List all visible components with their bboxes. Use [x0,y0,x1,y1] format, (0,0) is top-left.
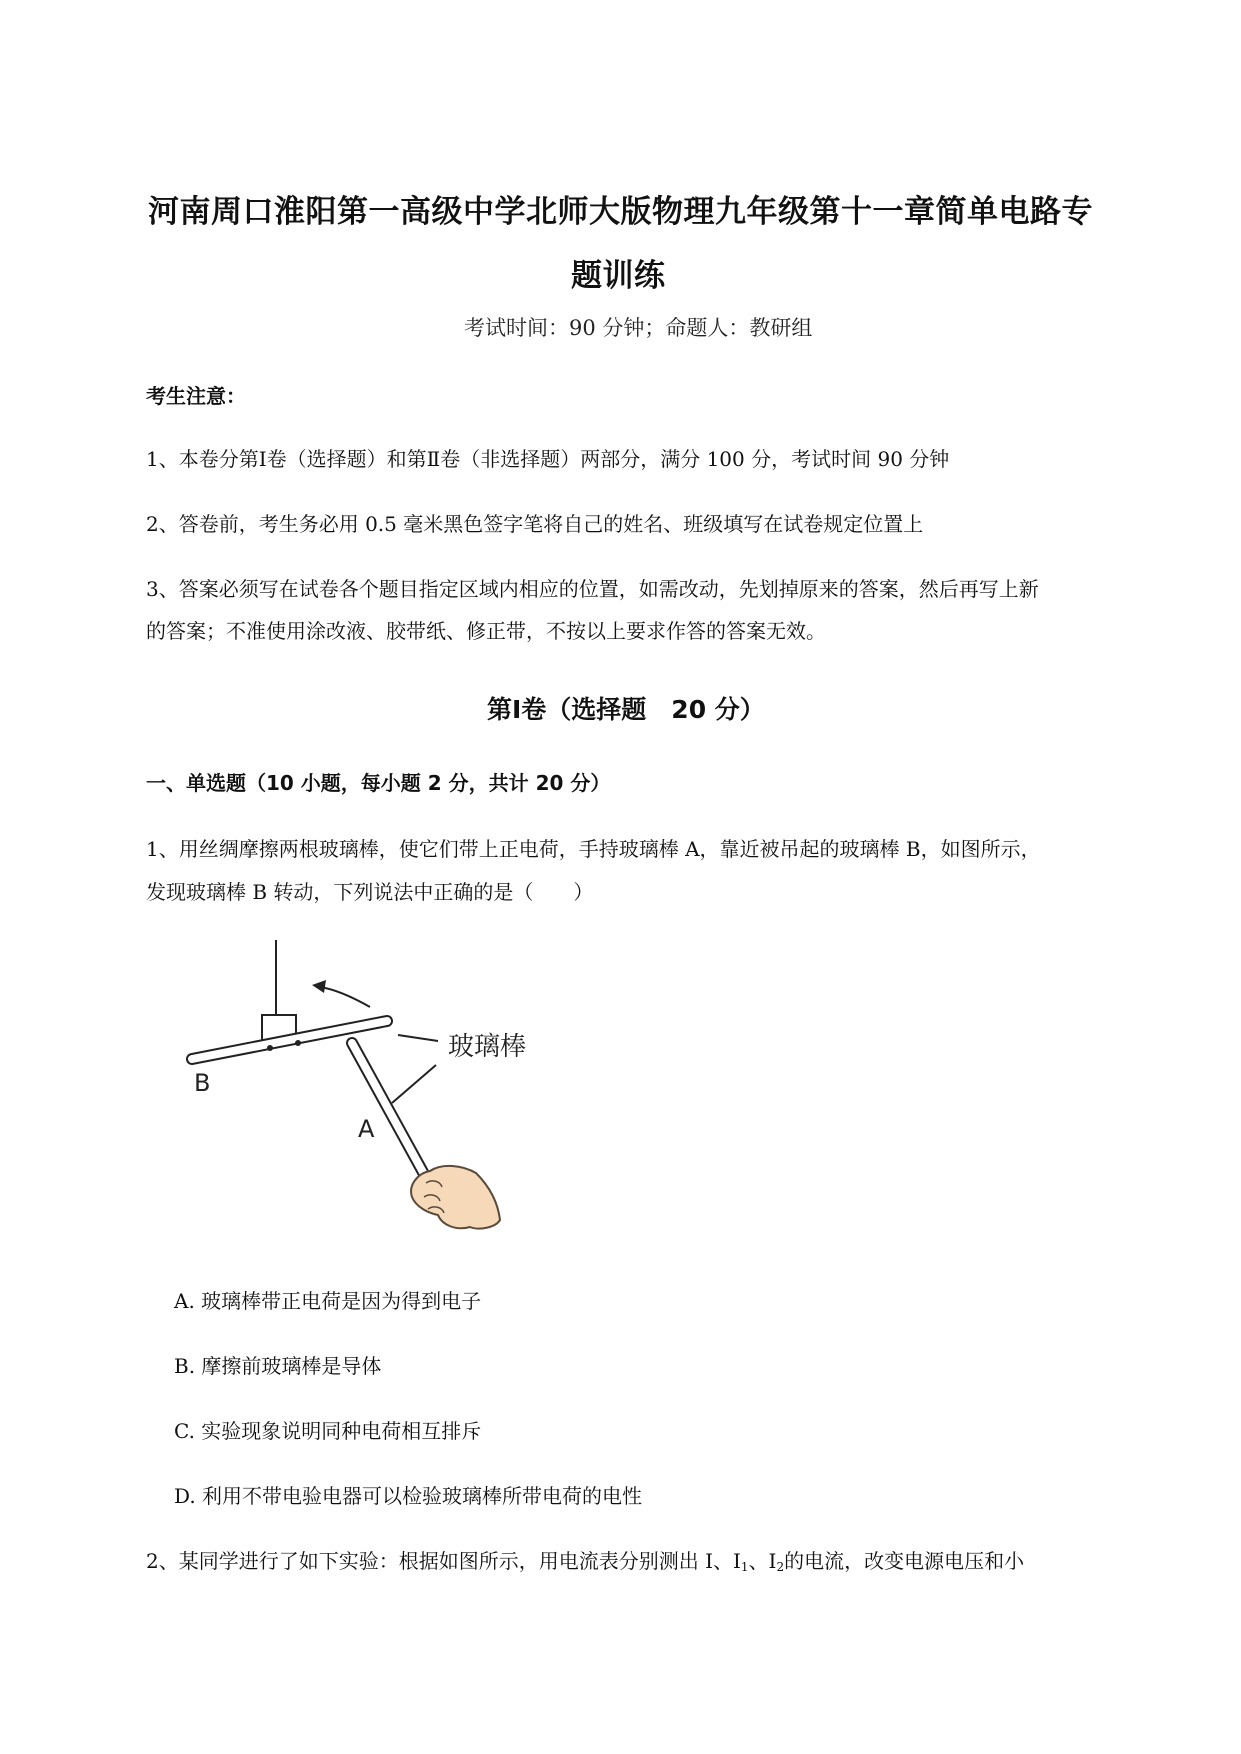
option-a[interactable]: A. 玻璃棒带正电荷是因为得到电子 [174,1289,482,1313]
question-2-sub-2: 2 [776,1560,785,1574]
label-leader-a [392,1065,436,1103]
label-b: B [194,1069,211,1097]
notice-item-1: 1、本卷分第Ⅰ卷（选择题）和第Ⅱ卷（非选择题）两部分，满分 100 分，考试时间 90 分钟 [146,447,950,471]
question-1-line1: 1、用丝绸摩擦两根玻璃棒，使它们带上正电荷，手持玻璃棒 A，靠近被吊起的玻璃棒 B，如图所示， [146,837,1041,861]
option-b[interactable]: B. 摩擦前玻璃棒是导体 [174,1354,382,1378]
label-leader-b [398,1035,438,1041]
question-2-line1 [146,1545,1024,1574]
option-d[interactable]: D. 利用不带电验电器可以检验玻璃棒所带电荷的电性 [174,1484,643,1508]
section-title: 第Ⅰ卷（选择题 20 分） [487,695,765,724]
notice-item-2: 2、答卷前，考生务必用 0.5 毫米黑色签字笔将自己的姓名、班级填写在试卷规定位置上 [146,512,924,536]
exam-subtitle: 考试时间：90 分钟；命题人：教研组 [464,316,813,340]
question-2-text-3: 的电流，改变电源电压和小 [784,1549,1025,1573]
question-1-line2: 发现玻璃棒 B 转动，下列说法中正确的是（ ） [146,880,594,904]
label-a: A [358,1115,375,1143]
part-heading: 一、单选题（10 小题，每小题 2 分，共计 20 分） [146,771,611,795]
question-2-sub-1: 1 [740,1560,749,1574]
rotation-arrow [320,987,370,1007]
page-title-line1: 河南周口淮阳第一高级中学北师大版物理九年级第十一章简单电路专 [148,194,1093,230]
glass-rod-figure [180,935,560,1240]
rod-a [352,1043,430,1185]
notice-item-3: 3、答案必须写在试卷各个题目指定区域内相应的位置，如需改动，先划掉原来的答案，然后再写上新 [146,577,1039,601]
question-2-text-1: 2、某同学进行了如下实验：根据如图所示，用电流表分别测出 I、I [146,1549,741,1573]
page-title-line2: 题训练 [571,258,666,294]
question-2-text-2: 、I [748,1549,777,1573]
notice-heading: 考生注意： [146,384,246,408]
notice-item-3-cont: 的答案；不准使用涂改液、胶带纸、修正带，不按以上要求作答的答案无效。 [146,619,826,643]
label-glass-rod: 玻璃棒 [448,1032,527,1062]
option-c[interactable]: C. 实验现象说明同种电荷相互排斥 [174,1419,482,1443]
